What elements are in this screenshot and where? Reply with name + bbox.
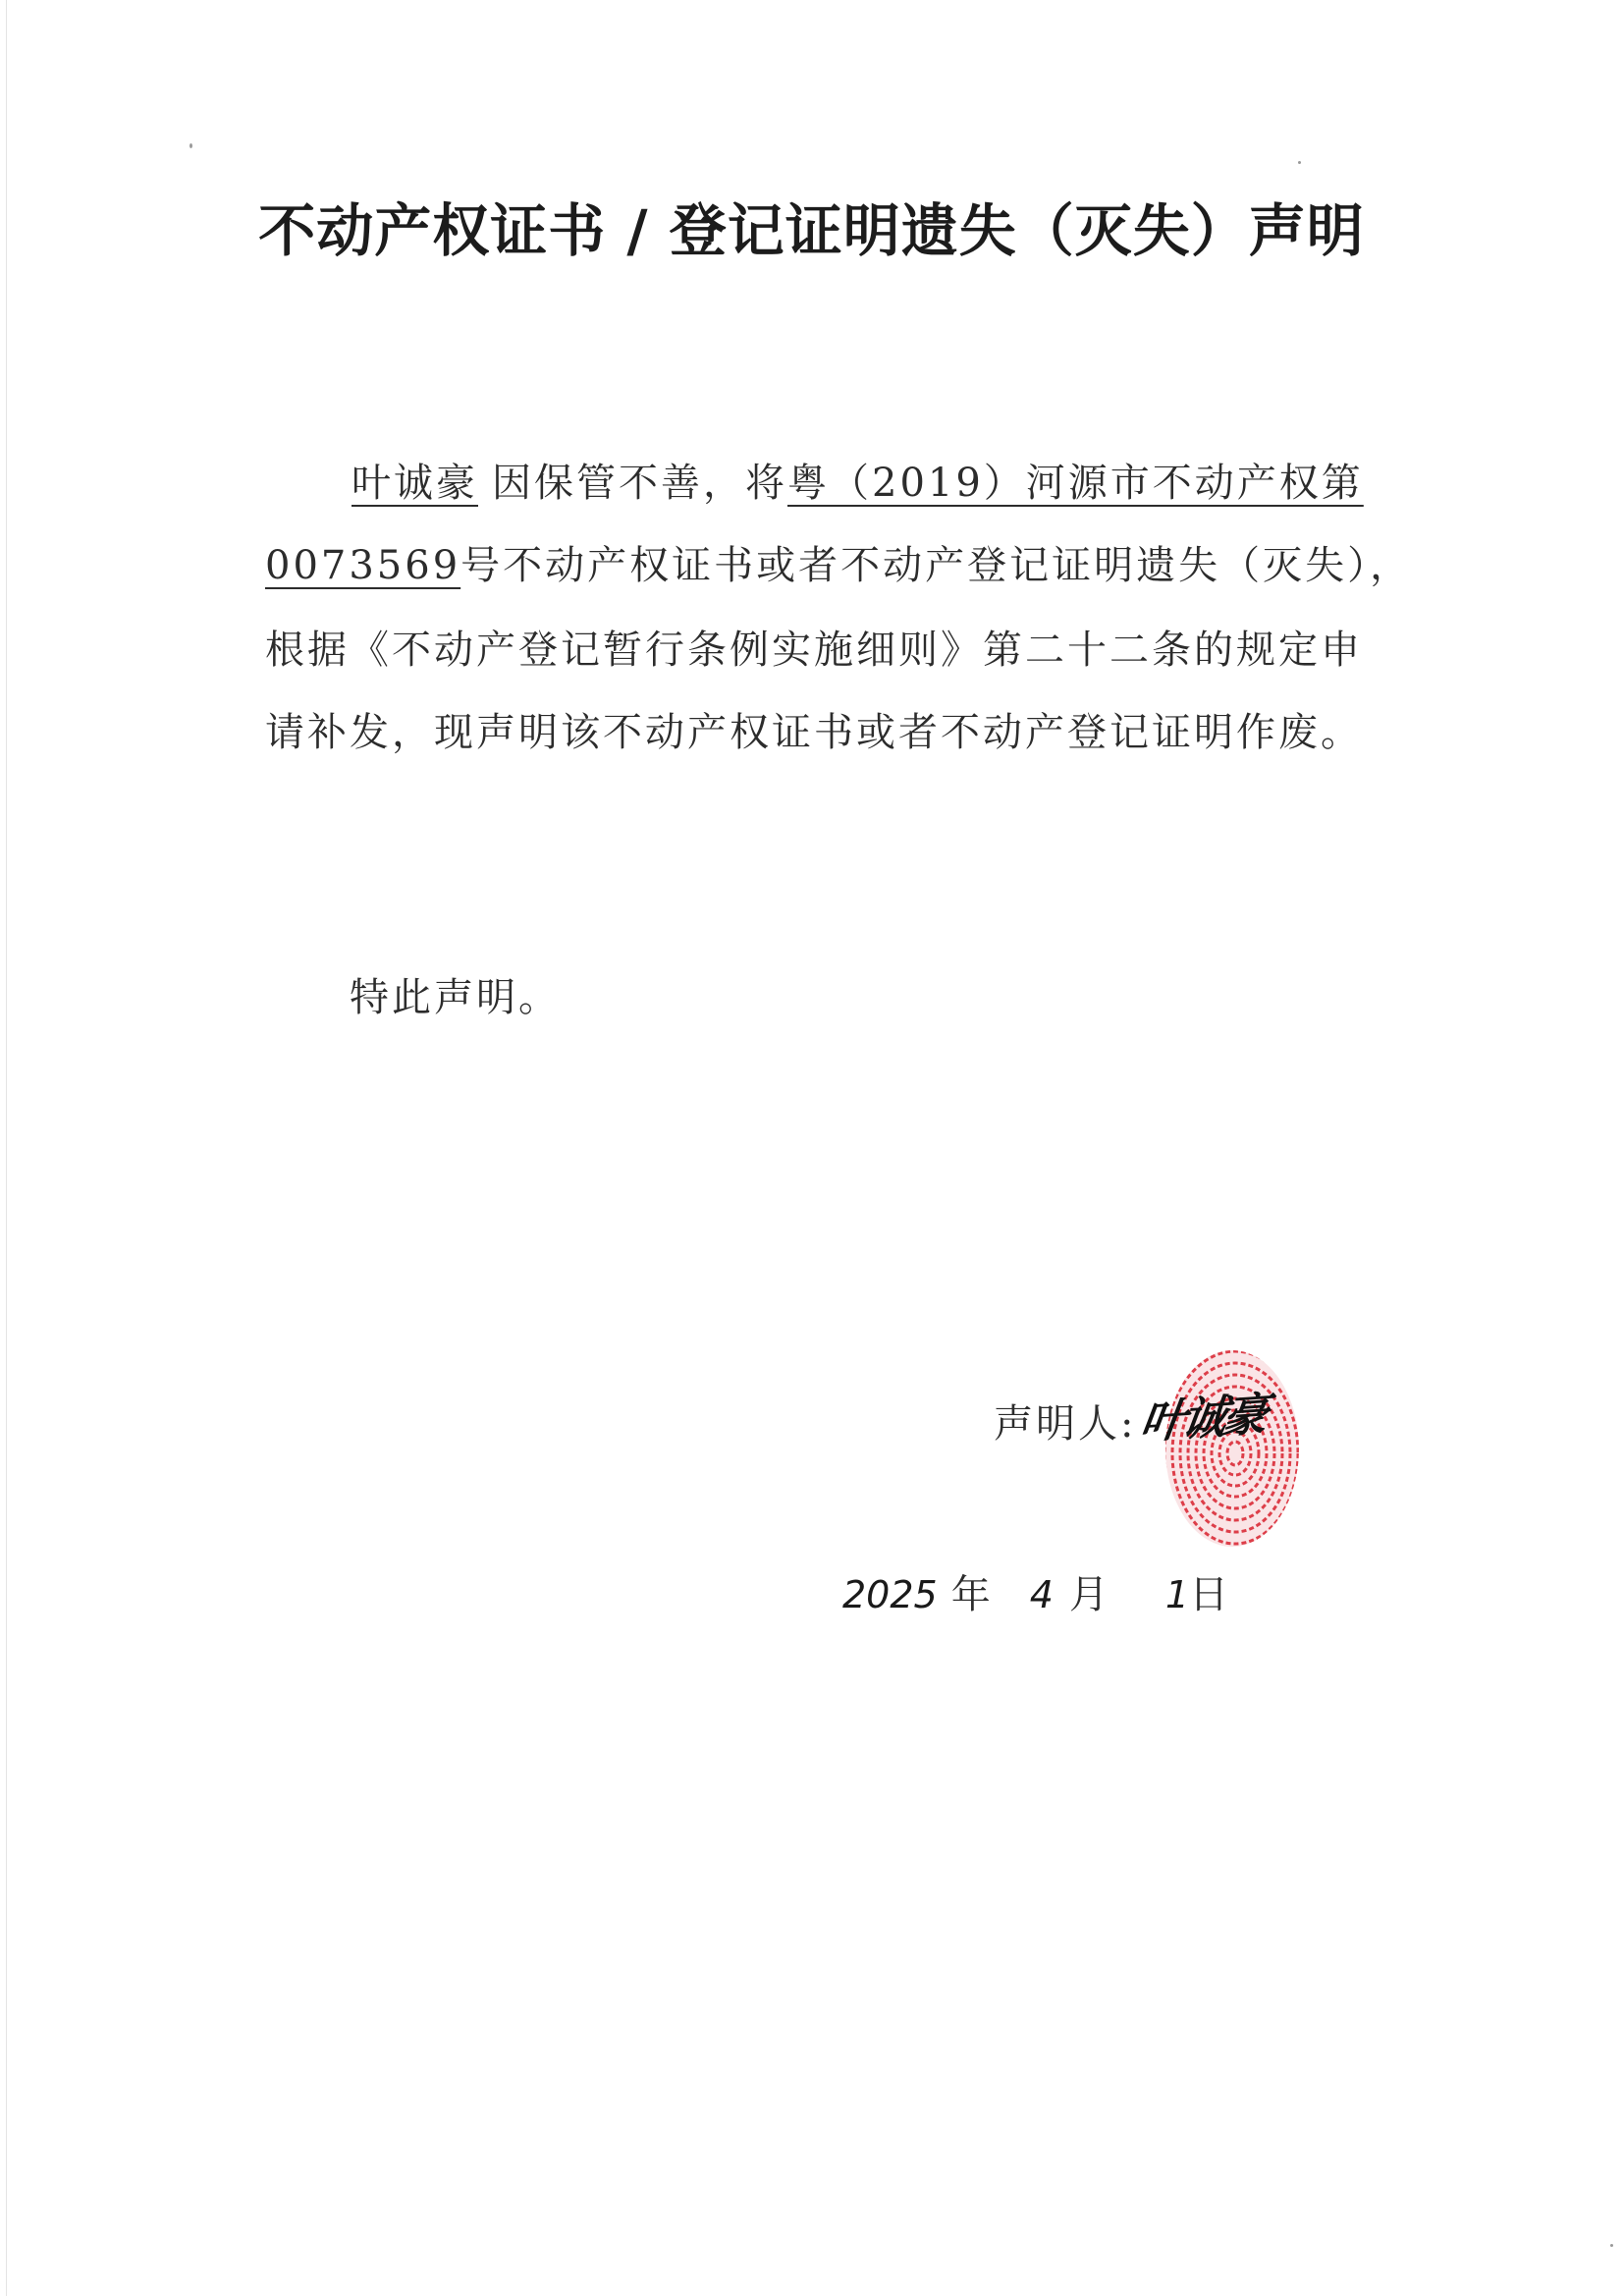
scan-speck	[189, 143, 192, 148]
handwritten-signature: 叶诚豪	[1136, 1387, 1269, 1449]
body-text: 因保管不善，将	[492, 461, 787, 506]
scan-speck	[1610, 2244, 1613, 2247]
page-title: 不动产权证书 / 登记证明遗失（灭失）声明	[258, 197, 1365, 264]
declarant-label: 声明人:	[994, 1401, 1137, 1447]
body-text: 号不动产权证书或者不动产登记证明遗失（灭失），	[460, 543, 1413, 588]
closing-statement: 特此声明。	[350, 975, 561, 1020]
body-line-1	[265, 460, 1481, 507]
certificate-number: 0073569	[265, 543, 461, 588]
date-month: 4	[1029, 1573, 1054, 1616]
date-day: 1	[1164, 1573, 1190, 1616]
body-line-4: 请补发，现声明该不动产权证书或者不动产登记证明作废。	[265, 710, 1363, 755]
date-year: 2025	[842, 1573, 938, 1616]
date-year-unit: 年	[950, 1572, 991, 1617]
body-line-3: 根据《不动产登记暂行条例实施细则》第二十二条的规定申	[265, 628, 1363, 673]
body-line-2	[265, 542, 1413, 589]
date-month-unit: 月	[1068, 1572, 1109, 1617]
scan-edge	[6, 0, 7, 2296]
date-line	[842, 1563, 1228, 1619]
date-day-unit: 日	[1189, 1572, 1229, 1617]
declarant-name: 叶诚豪	[352, 461, 478, 506]
certificate-prefix: 粤（2019）河源市不动产权第	[787, 461, 1364, 506]
scan-speck	[1298, 161, 1301, 164]
